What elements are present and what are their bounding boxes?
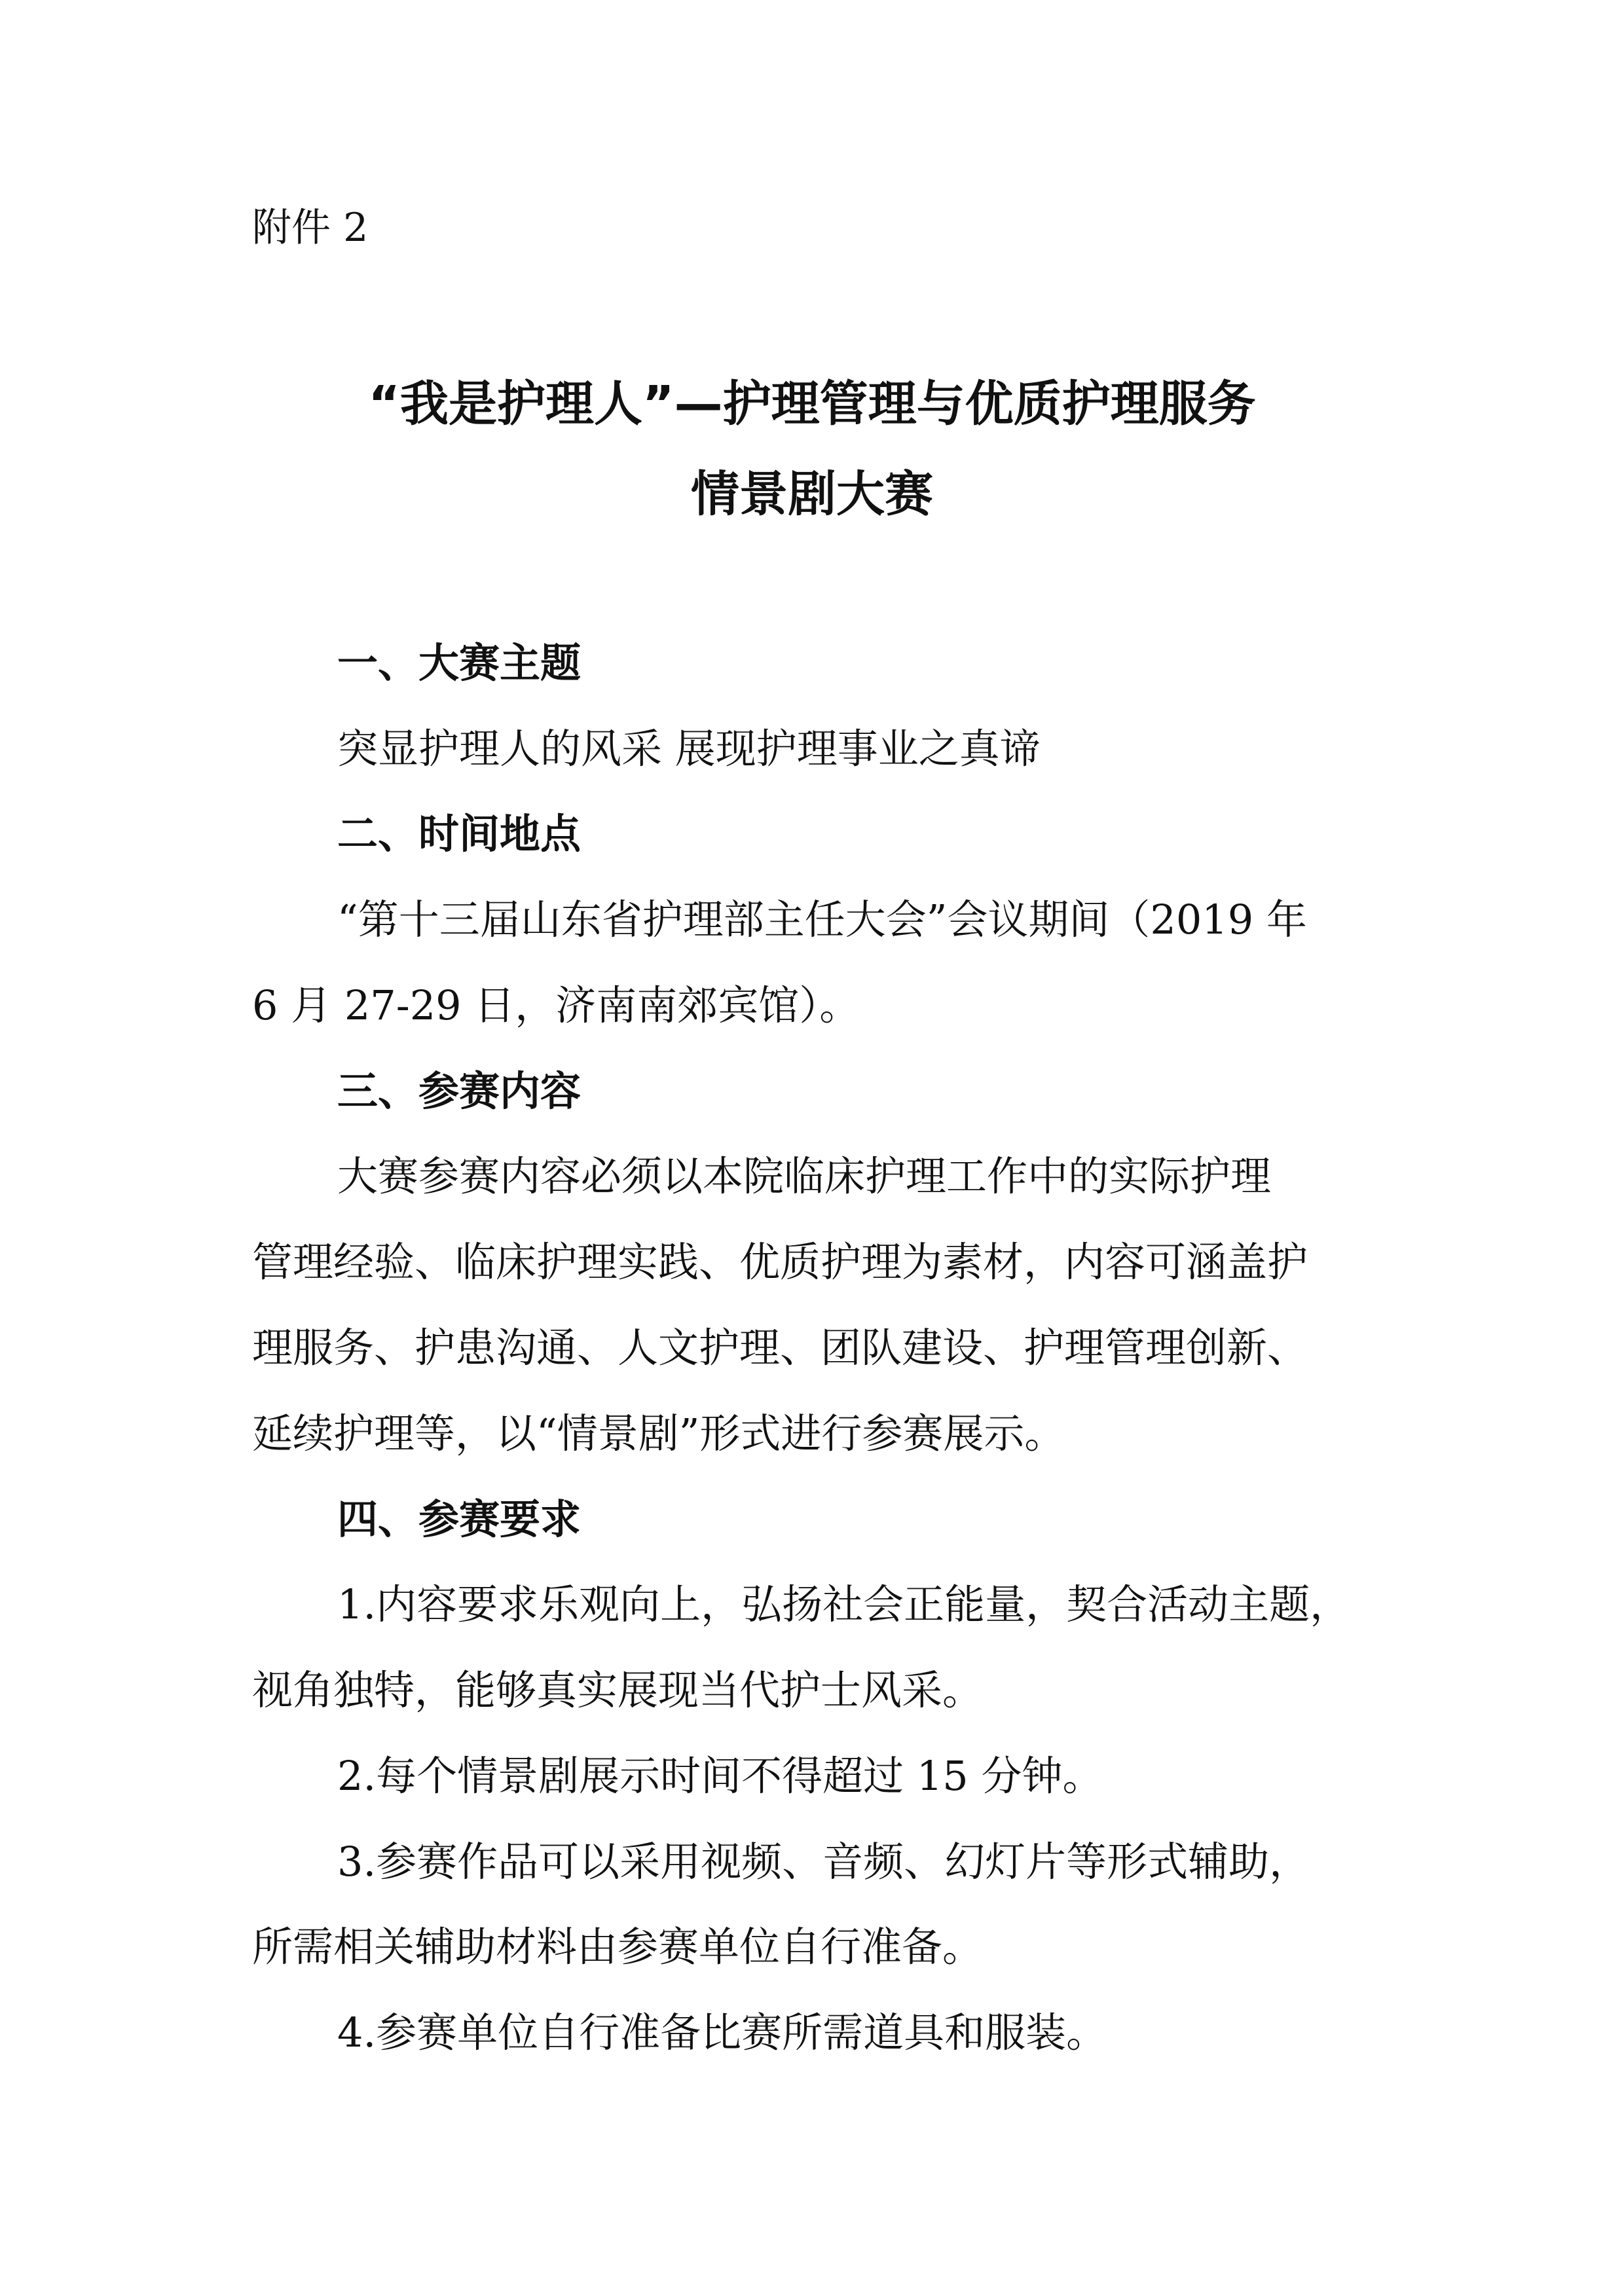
requirement-line: 2.每个情景剧展示时间不得超过 15 分钟。	[337, 1752, 1103, 1800]
section-theme-line: 突显护理人的风采 展现护理事业之真谛	[337, 725, 1041, 773]
requirement-line: 视角独特，能够真实展现当代护士风采。	[252, 1666, 984, 1714]
section-content-line: 延续护理等，以“情景剧”形式进行参赛展示。	[252, 1410, 1065, 1457]
section-heading-requirements: 四、参赛要求	[337, 1495, 581, 1543]
section-heading-content: 三、参赛内容	[337, 1067, 581, 1115]
requirement-line: 1.内容要求乐观向上，弘扬社会正能量，契合活动主题，	[337, 1580, 1351, 1628]
section-content-line: 理服务、护患沟通、人文护理、团队建设、护理管理创新、	[252, 1324, 1308, 1372]
document-title-line-2: 情景剧大赛	[691, 466, 933, 522]
requirement-line: 所需相关辅助材料由参赛单位自行准备。	[252, 1923, 984, 1971]
section-time-place-line: “第十三届山东省护理部主任大会”会议期间（2019 年	[337, 896, 1307, 943]
attachment-label: 附件 2	[252, 205, 369, 251]
requirement-line: 3.参赛作品可以采用视频、音频、幻灯片等形式辅助，	[337, 1838, 1310, 1886]
requirement-line: 4.参赛单位自行准备比赛所需道具和服装。	[337, 2009, 1107, 2056]
section-heading-theme: 一、大赛主题	[337, 639, 581, 687]
document-title-line-1: “我是护理人”—护理管理与优质护理服务	[368, 376, 1256, 432]
section-content-line: 大赛参赛内容必须以本院临床护理工作中的实际护理	[337, 1152, 1272, 1200]
section-content-line: 管理经验、临床护理实践、优质护理为素材，内容可涵盖护	[252, 1238, 1308, 1286]
section-time-place-line: 6 月 27-29 日，济南南郊宾馆）。	[252, 981, 860, 1029]
section-heading-time-place: 二、时间地点	[337, 810, 581, 858]
